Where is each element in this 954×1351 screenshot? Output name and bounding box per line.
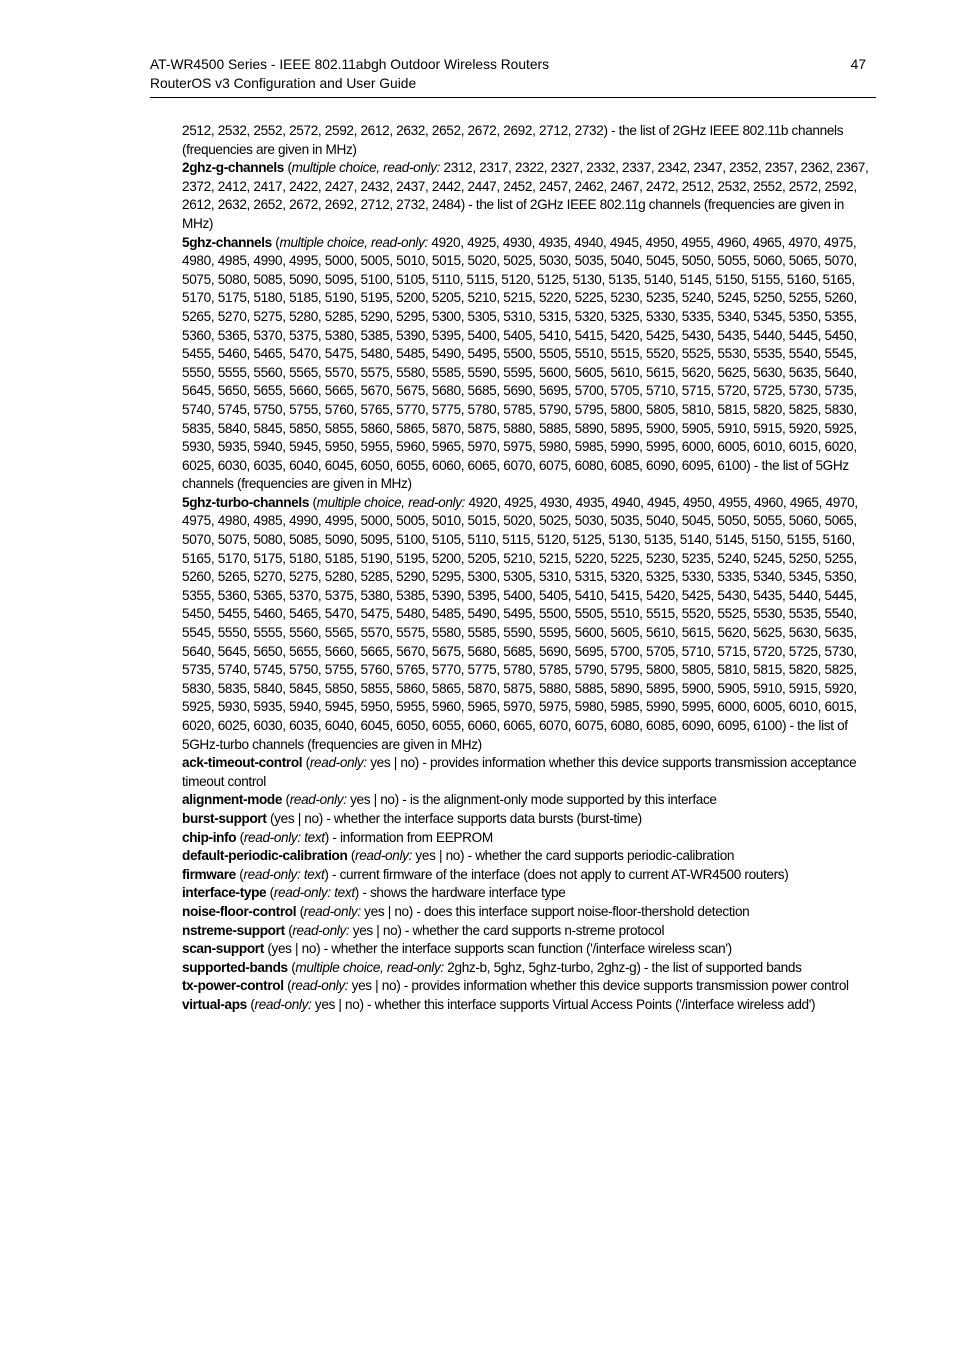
property-description: 4920, 4925, 4930, 4935, 4940, 4945, 4950, 4955, 4960, 4965, 4970, 4975, 4980, 4985, 4990, 4995, 5000, 5005, 5010, 5015, 5020, 5025, 5030, 5035, 5040, 5045, 5050, 5055, 5060, 5065, 5070, 5075, 5080, 5085, 5090, 5095, 5100, 5105, 5110, 5115, 5120, 5125, 5130, 5135, 5140, 5145, 5150, 5155, 5160, 5165, 5170, 5175, 5180, 5185, 5190, 5195, 5200, 5205, 5210, 5215, 5220, 5225, 5230, 5235, 5240, 5245, 5250, 5255, 5260, 5265, 5270, 5275, 5280, 5285, 5290, 5295, 5300, 5305, 5310, 5315, 5320, 5325, 5330, 5335, 5340, 5345, 5350, 5355, 5360, 5365, 5370, 5375, 5380, 5385, 5390, 5395, 5400, 5405, 5410, 5415, 5420, 5425, 5430, 5435, 5440, 5445, 5450, 5455, 5460, 5465, 5470, 5475, 5480, 5485, 5490, 5495, 5500, 5505, 5510, 5515, 5520, 5525, 5530, 5535, 5540, 5545, 5550, 5555, 5560, 5565, 5570, 5575, 5580, 5585, 5590, 5595, 5600, 5605, 5610, 5615, 5620, 5625, 5630, 5635, 5640, 5645, 5650, 5655, 5660, 5665, 5670, 5675, 5680, 5685, 5690, 5695, 5700, 5705, 5710, 5715, 5720, 5725, 5730, 5735, 5740, 5745, 5750, 5755, 5760, 5765, 5770, 5775, 5780, 5785, 5790, 5795, 5800, 5805, 5810, 5815, 5820, 5825, 5830, 5835, 5840, 5845, 5850, 5855, 5860, 5865, 5870, 5875, 5880, 5885, 5890, 5895, 5900, 5905, 5910, 5915, 5920, 5925, 5930, 5935, 5940, 5945, 5950, 5955, 5960, 5965, 5970, 5975, 5980, 5985, 5990, 5995, 6000, 6005, 6010, 6015, 6020, 6025, 6030, 6035, 6040, 6045, 6050, 6055, 6060, 6065, 6070, 6075, 6080, 6085, 6090, 6095, 6100) - the list of 5GHz channels (frequencies are given in MHz) (182, 234, 857, 492)
property-qualifier: read-only: (254, 996, 312, 1012)
property-qualifier: multiple choice, read-only: (316, 494, 466, 510)
property-entry (182, 829, 870, 848)
property-qualifier: multiple choice, read-only: (279, 234, 428, 250)
property-entry (182, 754, 870, 791)
property-paren: ( (236, 829, 244, 845)
property-name: 5ghz-turbo-channels (182, 494, 310, 510)
property-paren: ( (302, 755, 310, 771)
property-entry (182, 903, 870, 922)
property-description: yes | no) - whether the card supports n-streme protocol (349, 922, 665, 938)
property-name: nstreme-support (182, 922, 285, 938)
property-qualifier: read-only: (309, 755, 367, 771)
property-entry (182, 847, 870, 866)
property-paren: ( (246, 996, 255, 1012)
property-entry (182, 866, 870, 885)
property-paren: ( (309, 494, 317, 510)
property-entry (182, 810, 870, 829)
property-name: scan-support (182, 941, 264, 957)
property-qualifier: read-only: text (243, 829, 325, 845)
property-description: 4920, 4925, 4930, 4935, 4940, 4945, 4950, 4955, 4960, 4965, 4970, 4975, 4980, 4985, 4990, 4995, 5000, 5005, 5010, 5015, 5020, 5025, 5030, 5035, 5040, 5045, 5050, 5055, 5060, 5065, 5070, 5075, 5080, 5085, 5090, 5095, 5100, 5105, 5110, 5115, 5120, 5125, 5130, 5135, 5140, 5145, 5150, 5155, 5160, 5165, 5170, 5175, 5180, 5185, 5190, 5195, 5200, 5205, 5210, 5215, 5220, 5225, 5230, 5235, 5240, 5245, 5250, 5255, 5260, 5265, 5270, 5275, 5280, 5285, 5290, 5295, 5300, 5305, 5310, 5315, 5320, 5325, 5330, 5335, 5340, 5345, 5350, 5355, 5360, 5365, 5370, 5375, 5380, 5385, 5390, 5395, 5400, 5405, 5410, 5415, 5420, 5425, 5430, 5435, 5440, 5445, 5450, 5455, 5460, 5465, 5470, 5475, 5480, 5485, 5490, 5495, 5500, 5505, 5510, 5515, 5520, 5525, 5530, 5535, 5540, 5545, 5550, 5555, 5560, 5565, 5570, 5575, 5580, 5585, 5590, 5595, 5600, 5605, 5610, 5615, 5620, 5625, 5630, 5635, 5640, 5645, 5650, 5655, 5660, 5665, 5670, 5675, 5680, 5685, 5690, 5695, 5700, 5705, 5710, 5715, 5720, 5725, 5730, 5735, 5740, 5745, 5750, 5755, 5760, 5765, 5770, 5775, 5780, 5785, 5790, 5795, 5800, 5805, 5810, 5815, 5820, 5825, 5830, 5835, 5840, 5845, 5850, 5855, 5860, 5865, 5870, 5875, 5880, 5885, 5890, 5895, 5900, 5905, 5910, 5915, 5920, 5925, 5930, 5935, 5940, 5945, 5950, 5955, 5960, 5965, 5970, 5975, 5980, 5985, 5990, 5995, 6000, 6005, 6010, 6015, 6020, 6025, 6030, 6035, 6040, 6045, 6050, 6055, 6060, 6065, 6070, 6075, 6080, 6085, 6090, 6095, 6100) - the list of 5GHz-turbo channels (frequencies are given in MHz) (182, 494, 858, 752)
property-description: (yes | no) - whether the interface supports scan function ('/interface wireless scan') (263, 941, 732, 957)
property-description: 2ghz-b, 5ghz, 5ghz-turbo, 2ghz-g) - the list of supported bands (443, 959, 802, 975)
property-list (182, 122, 870, 1015)
property-name: firmware (182, 866, 236, 882)
property-entry (182, 122, 870, 159)
property-qualifier: read-only: (292, 922, 350, 938)
property-paren: ( (284, 922, 293, 938)
property-name: 5ghz-channels (182, 234, 272, 250)
header-title: AT-WR4500 Series - IEEE 802.11abgh Outdoor Wireless Routers (150, 57, 550, 72)
property-description: yes | no) - whether the card supports periodic-calibration (412, 848, 735, 864)
property-name: ack-timeout-control (182, 755, 303, 771)
property-qualifier: read-only: (303, 903, 361, 919)
property-entry (182, 977, 870, 996)
property-name: interface-type (182, 885, 267, 901)
property-name: noise-floor-control (182, 903, 297, 919)
property-name: chip-info (182, 829, 237, 845)
property-description: ) - information from EEPROM (324, 829, 493, 845)
property-description: yes | no) - is the alignment-only mode supported by this interface (346, 792, 717, 808)
property-entry (182, 940, 870, 959)
property-name: alignment-mode (182, 792, 283, 808)
property-paren: ( (266, 885, 274, 901)
property-qualifier: read-only: (355, 848, 412, 864)
property-paren: ( (284, 160, 292, 176)
property-qualifier: read-only: text (243, 866, 325, 882)
property-qualifier: read-only: (289, 792, 347, 808)
header-subtitle: RouterOS v3 Configuration and User Guide (150, 76, 417, 91)
property-qualifier: multiple choice, read-only: (295, 959, 444, 975)
property-description: (yes | no) - whether the interface supports data bursts (burst-time) (266, 810, 642, 826)
property-description: yes | no) - provides information whether this device supports transmission acceptance timeout control (182, 755, 857, 789)
property-name: burst-support (182, 810, 267, 826)
page-header (150, 55, 876, 98)
property-qualifier: read-only: text (273, 885, 355, 901)
property-name: supported-bands (182, 959, 288, 975)
page-number: 47 (850, 57, 866, 72)
property-paren: ( (235, 866, 244, 882)
property-description: ) - shows the hardware interface type (354, 885, 566, 901)
property-qualifier: multiple choice, read-only: (291, 160, 441, 176)
property-entry (182, 922, 870, 941)
property-description: yes | no) - does this interface support noise-floor-thershold detection (360, 903, 750, 919)
property-entry (182, 959, 870, 978)
property-paren: ( (283, 978, 292, 994)
property-qualifier: read-only: (291, 978, 349, 994)
property-paren: ( (296, 903, 304, 919)
property-name: tx-power-control (182, 978, 284, 994)
property-description: yes | no) - provides information whether this device supports transmission power control (348, 978, 849, 994)
property-paren: ( (287, 959, 296, 975)
property-paren: ( (347, 848, 356, 864)
property-entry (182, 791, 870, 810)
property-paren: ( (271, 234, 280, 250)
property-description: yes | no) - whether this interface supports Virtual Access Points ('/interface wireless add') (311, 996, 816, 1012)
property-entry (182, 996, 870, 1015)
property-paren: ( (282, 792, 290, 808)
property-description: 2512, 2532, 2552, 2572, 2592, 2612, 2632, 2652, 2672, 2692, 2712, 2732) - the list of 2GHz IEEE 802.11b channels (frequencies are given in MHz) (182, 123, 844, 157)
property-entry (182, 159, 870, 233)
property-entry (182, 494, 870, 754)
property-name: virtual-aps (182, 996, 247, 1012)
property-entry (182, 884, 870, 903)
property-entry (182, 234, 870, 494)
property-name: 2ghz-g-channels (182, 160, 285, 176)
property-name: default-periodic-calibration (182, 848, 348, 864)
property-description: ) - current firmware of the interface (does not apply to current AT-WR4500 routers) (324, 866, 789, 882)
property-description: 2312, 2317, 2322, 2327, 2332, 2337, 2342, 2347, 2352, 2357, 2362, 2367, 2372, 2412, 2417, 2422, 2427, 2432, 2437, 2442, 2447, 2452, 2457, 2462, 2467, 2472, 2512, 2532, 2552, 2572, 2592, 2612, 2632, 2652, 2672, 2692, 2712, 2732, 2484) - the list of 2GHz IEEE 802.11g channels (frequencies are given in MHz) (182, 160, 869, 231)
